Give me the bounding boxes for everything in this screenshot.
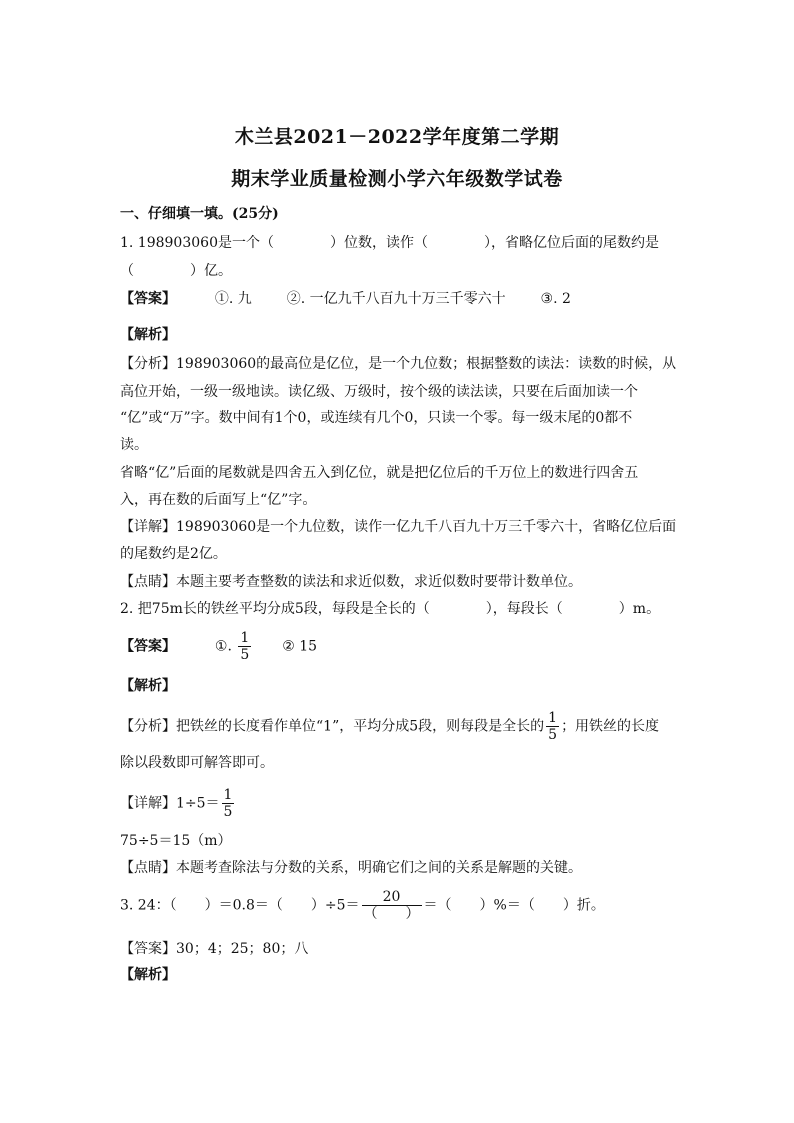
q3-answer: 【答案】30；4；25；80；八 xyxy=(120,941,309,957)
section-heading: 一、仔细填一填。(25分) xyxy=(120,206,279,222)
q2-answer-1-label: ①. xyxy=(214,638,232,655)
q2-answer-1-fraction xyxy=(238,630,251,663)
q2-fenxi-text: 【分析】把铁丝的长度看作单位“1”，平均分成5段，则每段是全长的 xyxy=(120,718,545,735)
q1-answer xyxy=(120,290,571,308)
q1-jiexi: 【解析】 xyxy=(120,327,176,343)
fraction-numerator: 1 xyxy=(548,710,558,726)
q1-fenxi-6: 入，再在数的后面写上“亿”字。 xyxy=(120,492,317,508)
q1-answer-3: ③. 2 xyxy=(540,291,571,307)
q2-xiangjie xyxy=(120,787,236,820)
q2-fenxi-text-end: ；用铁丝的长度 xyxy=(561,718,660,735)
fraction-denominator: 5 xyxy=(548,727,558,743)
q1-stem-line1: 1. 198903060是一个（ ）位数，读作（ ），省略亿位后面的尾数约是 xyxy=(120,235,659,251)
q1-fenxi-3: “亿”或“万”字。数中间有1个0，或连续有几个0，只读一个零。每一级末尾的0都不 xyxy=(120,410,633,426)
fraction-denominator: 5 xyxy=(223,804,233,820)
q3-stem-text-end: ＝（ ）%＝（ ）折。 xyxy=(423,897,605,914)
q3-fraction xyxy=(362,889,422,922)
q2-dianjing: 【点睛】本题考查除法与分数的关系，明确它们之间的关系是解题的关键。 xyxy=(120,860,582,876)
q1-xiangjie-2: 的尾数约是2亿。 xyxy=(120,546,227,562)
q2-answer-2: ② 15 xyxy=(282,638,318,655)
q2-xiangjie-fraction xyxy=(222,787,235,820)
q1-stem-line2: （ ）亿。 xyxy=(120,263,232,279)
fraction-denominator: 5 xyxy=(240,647,250,663)
q2-xiangjie-line2: 75÷5＝15（m） xyxy=(120,833,232,849)
q1-fenxi-4: 读。 xyxy=(120,437,148,453)
q2-xiangjie-text: 【详解】1÷5＝ xyxy=(120,795,220,812)
answer-tag: 【答案】 xyxy=(120,638,176,655)
q1-answer-1: ①. 九 xyxy=(214,291,252,307)
fraction-denominator: （ ） xyxy=(363,906,420,922)
q2-jiexi: 【解析】 xyxy=(120,678,176,694)
q2-fenxi xyxy=(120,710,659,743)
q2-fenxi-fraction xyxy=(546,710,559,743)
q3-stem-text: 3. 24：（ ）＝0.8＝（ ）÷5＝ xyxy=(120,897,360,914)
exam-title-line2: 期末学业质量检测小学六年级数学试卷 xyxy=(231,168,563,190)
q1-answer-2: ②. 一亿九千八百九十万三千零六十 xyxy=(286,291,506,307)
q1-fenxi-1: 【分析】198903060的最高位是亿位，是一个九位数；根据整数的读法：读数的时候，从 xyxy=(120,356,677,372)
q3-stem xyxy=(120,889,605,922)
answer-tag: 【答案】 xyxy=(120,291,176,307)
exam-title-line1: 木兰县2021－2022学年度第二学期 xyxy=(234,126,560,148)
q1-dianjing: 【点睛】本题主要考查整数的读法和求近似数，求近似数时要带计数单位。 xyxy=(120,574,582,590)
fraction-numerator: 20 xyxy=(362,889,422,906)
q1-fenxi-5: 省略“亿”后面的尾数就是四舍五入到亿位，就是把亿位后的千万位上的数进行四舍五 xyxy=(120,465,639,481)
q2-fenxi-line2: 除以段数即可解答即可。 xyxy=(120,755,274,771)
q1-xiangjie-1: 【详解】198903060是一个九位数，读作一亿九千八百九十万三千零六十，省略亿位后面 xyxy=(120,519,677,535)
q3-jiexi: 【解析】 xyxy=(120,967,176,983)
q2-stem: 2. 把75m长的铁丝平均分成5段，每段是全长的（ ），每段长（ ）m。 xyxy=(120,601,661,617)
q2-answer xyxy=(120,630,317,663)
q1-fenxi-2: 高位开始，一级一级地读。读亿级、万级时，按个级的读法读，只要在后面加读一个 xyxy=(120,384,638,400)
fraction-numerator: 1 xyxy=(223,787,233,803)
fraction-numerator: 1 xyxy=(240,630,250,646)
